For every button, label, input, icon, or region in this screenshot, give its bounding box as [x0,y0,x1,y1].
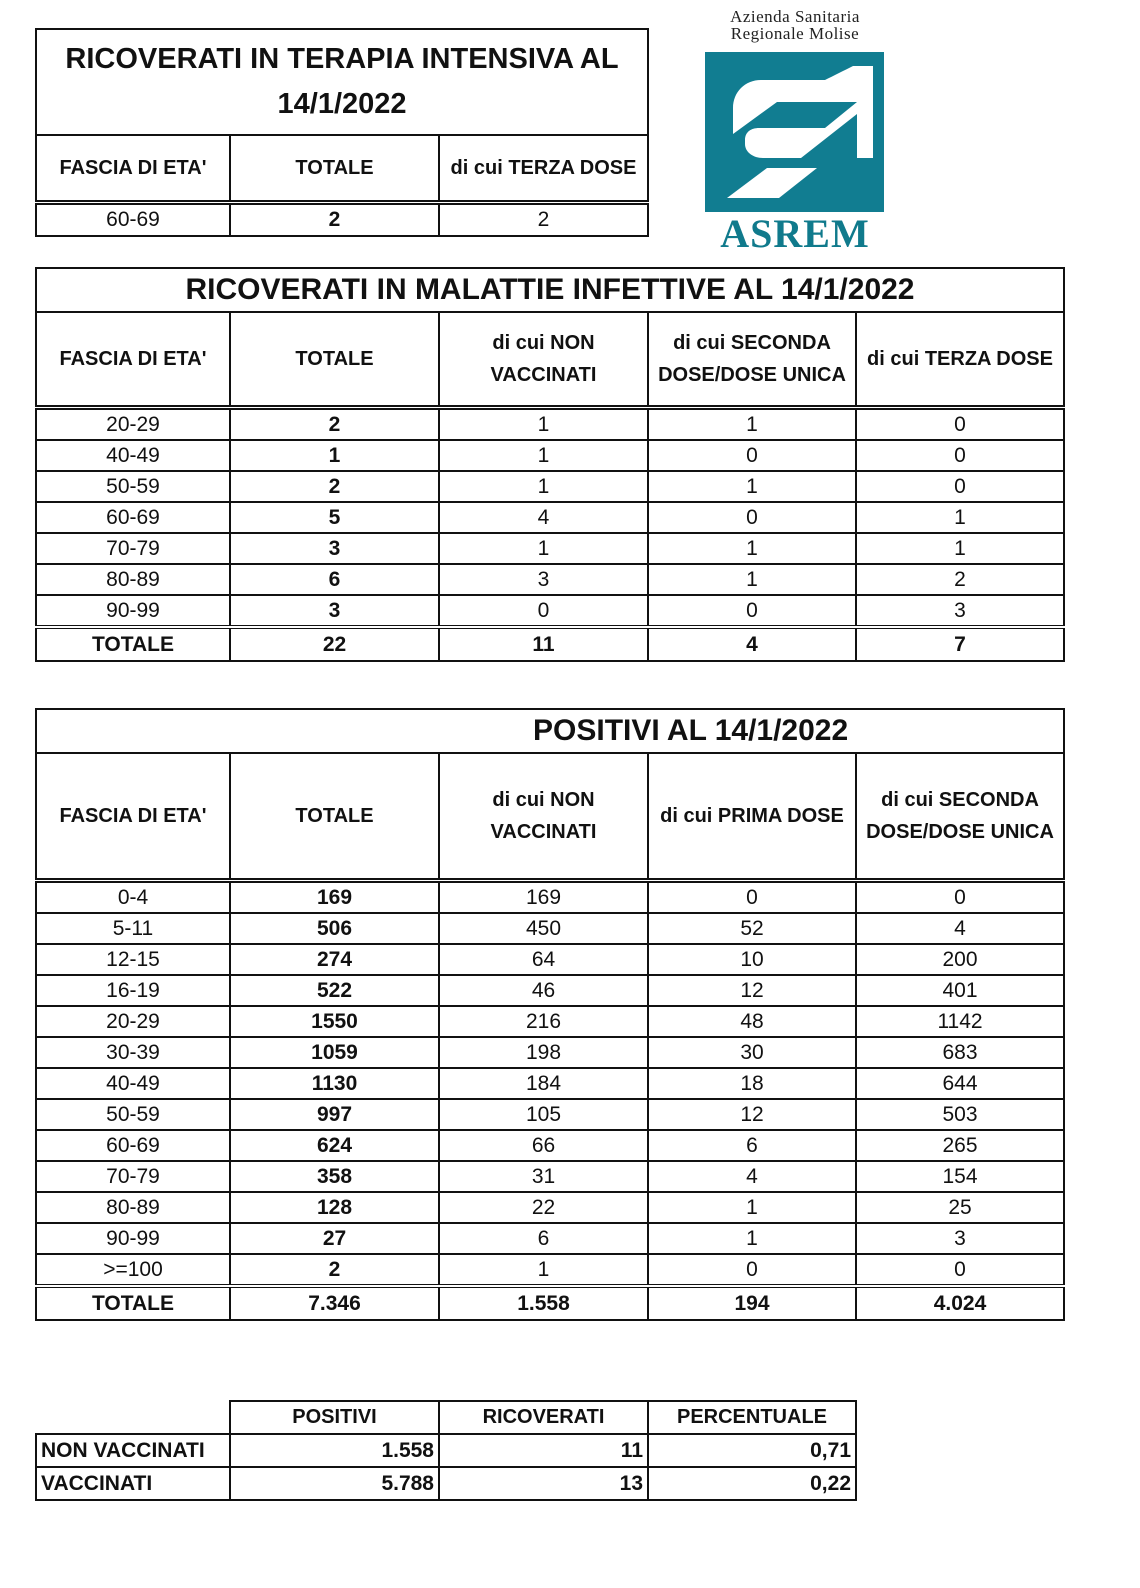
total-value-cell: 1.558 [439,1286,648,1320]
value-cell: 0 [648,881,856,914]
table-row [36,595,1064,627]
value-cell: 6 [439,1223,648,1254]
value-cell: 1130 [230,1068,439,1099]
value-cell: 2 [439,203,648,237]
table-row [36,1099,1064,1130]
age-range-cell: 60-69 [36,1130,230,1161]
value-cell: 450 [439,913,648,944]
table-row [36,533,1064,564]
value-cell: 683 [856,1037,1064,1068]
table-row [36,1006,1064,1037]
column-header: TOTALE [230,135,439,203]
value-cell: 18 [648,1068,856,1099]
age-range-cell: 90-99 [36,595,230,627]
value-cell: 1 [856,502,1064,533]
value-cell: 0 [648,502,856,533]
table-row [36,1161,1064,1192]
table-row [36,1434,856,1467]
value-cell: 503 [856,1099,1064,1130]
age-range-cell: 50-59 [36,1099,230,1130]
table-row [36,944,1064,975]
age-range-cell: >=100 [36,1254,230,1286]
table-row [36,203,648,237]
value-cell: 1 [230,440,439,471]
value-cell: 2 [230,471,439,502]
table-row [36,913,1064,944]
column-header: POSITIVI [230,1401,439,1434]
value-cell: 66 [439,1130,648,1161]
value-cell: 6 [648,1130,856,1161]
age-range-cell: 60-69 [36,203,230,237]
age-range-cell: 20-29 [36,1006,230,1037]
row-label-cell: NON VACCINATI [36,1434,230,1467]
table-row [36,502,1064,533]
table-row [36,408,1064,441]
column-header: di cui NON VACCINATI [439,753,648,881]
value-cell: 13 [439,1467,648,1500]
value-cell: 46 [439,975,648,1006]
positivi-table [35,708,1065,1321]
value-cell: 1 [856,533,1064,564]
value-cell: 274 [230,944,439,975]
value-cell: 2 [230,1254,439,1286]
value-cell: 6 [230,564,439,595]
table-row [36,975,1064,1006]
value-cell: 1059 [230,1037,439,1068]
age-range-cell: 12-15 [36,944,230,975]
value-cell: 1 [439,440,648,471]
value-cell: 1 [648,533,856,564]
malattie-infettive-body [36,408,1064,662]
age-range-cell: 90-99 [36,1223,230,1254]
column-header: PERCENTUALE [648,1401,856,1434]
value-cell: 198 [439,1037,648,1068]
value-cell: 644 [856,1068,1064,1099]
value-cell: 4 [856,913,1064,944]
value-cell: 0 [648,440,856,471]
age-range-cell: 20-29 [36,408,230,441]
column-header: RICOVERATI [439,1401,648,1434]
value-cell: 1 [648,1192,856,1223]
age-range-cell: 80-89 [36,564,230,595]
total-label-cell: TOTALE [36,627,230,661]
value-cell: 1550 [230,1006,439,1037]
value-cell: 1 [648,471,856,502]
column-header: di cui NON VACCINATI [439,312,648,408]
malattie-infettive-title: RICOVERATI IN MALATTIE INFETTIVE AL 14/1/2022 [36,268,1064,312]
value-cell: 1 [439,1254,648,1286]
value-cell: 1 [648,408,856,441]
value-cell: 25 [856,1192,1064,1223]
age-range-cell: 16-19 [36,975,230,1006]
value-cell: 522 [230,975,439,1006]
age-range-cell: 70-79 [36,533,230,564]
value-cell: 358 [230,1161,439,1192]
empty-header-cell [36,1401,230,1434]
terapia-intensiva-body [36,203,648,237]
value-cell: 0 [856,881,1064,914]
value-cell: 506 [230,913,439,944]
value-cell: 401 [856,975,1064,1006]
total-row [36,627,1064,661]
value-cell: 2 [230,408,439,441]
value-cell: 0 [648,595,856,627]
table-header-row [36,135,648,203]
value-cell: 0,71 [648,1434,856,1467]
table-row [36,1130,1064,1161]
logo-brand-text: ASREM [720,211,870,256]
malattie-infettive-table [35,267,1065,662]
total-value-cell: 7.346 [230,1286,439,1320]
column-header: di cui TERZA DOSE [856,312,1064,408]
value-cell: 2 [230,203,439,237]
logo-mark-icon [705,52,884,212]
value-cell: 105 [439,1099,648,1130]
value-cell: 128 [230,1192,439,1223]
value-cell: 27 [230,1223,439,1254]
value-cell: 0 [439,595,648,627]
column-header: TOTALE [230,312,439,408]
column-header: FASCIA DI ETA' [36,312,230,408]
column-header: di cui SECONDA DOSE/DOSE UNICA [856,753,1064,881]
value-cell: 12 [648,1099,856,1130]
value-cell: 22 [439,1192,648,1223]
value-cell: 1 [439,408,648,441]
value-cell: 3 [856,1223,1064,1254]
logo-org-line2: Regionale Molise [730,24,860,43]
riepilogo-body [36,1434,856,1500]
table-header-row [36,312,1064,408]
value-cell: 624 [230,1130,439,1161]
age-range-cell: 5-11 [36,913,230,944]
value-cell: 12 [648,975,856,1006]
value-cell: 1142 [856,1006,1064,1037]
column-header: FASCIA DI ETA' [36,135,230,203]
value-cell: 52 [648,913,856,944]
total-value-cell: 7 [856,627,1064,661]
value-cell: 0 [856,471,1064,502]
value-cell: 3 [230,595,439,627]
value-cell: 1 [439,471,648,502]
column-header: FASCIA DI ETA' [36,753,230,881]
value-cell: 1.558 [230,1434,439,1467]
riepilogo-table [35,1400,857,1501]
value-cell: 1 [648,1223,856,1254]
table-header-row [36,1401,856,1434]
total-value-cell: 4.024 [856,1286,1064,1320]
table-row [36,1467,856,1500]
table-row [36,1254,1064,1286]
asrem-logo [700,7,890,256]
age-range-cell: 50-59 [36,471,230,502]
value-cell: 30 [648,1037,856,1068]
value-cell: 0,22 [648,1467,856,1500]
value-cell: 0 [856,440,1064,471]
value-cell: 10 [648,944,856,975]
value-cell: 0 [856,1254,1064,1286]
row-label-cell: VACCINATI [36,1467,230,1500]
logo-org-line1: Azienda Sanitaria [730,7,860,26]
value-cell: 997 [230,1099,439,1130]
table-row [36,1223,1064,1254]
value-cell: 2 [856,564,1064,595]
age-range-cell: 60-69 [36,502,230,533]
age-range-cell: 40-49 [36,1068,230,1099]
column-header: di cui TERZA DOSE [439,135,648,203]
value-cell: 11 [439,1434,648,1467]
value-cell: 1 [648,564,856,595]
value-cell: 216 [439,1006,648,1037]
value-cell: 3 [856,595,1064,627]
value-cell: 3 [230,533,439,564]
terapia-intensiva-title: RICOVERATI IN TERAPIA INTENSIVA AL 14/1/2022 [36,29,648,135]
total-value-cell: 194 [648,1286,856,1320]
value-cell: 200 [856,944,1064,975]
column-header: di cui SECONDA DOSE/DOSE UNICA [648,312,856,408]
value-cell: 1 [439,533,648,564]
total-value-cell: 11 [439,627,648,661]
value-cell: 154 [856,1161,1064,1192]
table-row [36,1068,1064,1099]
column-header: di cui PRIMA DOSE [648,753,856,881]
total-row [36,1286,1064,1320]
value-cell: 4 [648,1161,856,1192]
value-cell: 31 [439,1161,648,1192]
value-cell: 3 [439,564,648,595]
table-row [36,1192,1064,1223]
positivi-body [36,881,1064,1321]
age-range-cell: 80-89 [36,1192,230,1223]
value-cell: 4 [439,502,648,533]
value-cell: 0 [648,1254,856,1286]
positivi-title: POSITIVI AL 14/1/2022 [36,709,1064,753]
value-cell: 5.788 [230,1467,439,1500]
value-cell: 169 [230,881,439,914]
total-value-cell: 4 [648,627,856,661]
value-cell: 48 [648,1006,856,1037]
table-row [36,471,1064,502]
terapia-intensiva-table [35,28,649,237]
value-cell: 5 [230,502,439,533]
age-range-cell: 40-49 [36,440,230,471]
total-value-cell: 22 [230,627,439,661]
age-range-cell: 70-79 [36,1161,230,1192]
table-row [36,881,1064,914]
table-row [36,1037,1064,1068]
age-range-cell: 30-39 [36,1037,230,1068]
value-cell: 265 [856,1130,1064,1161]
column-header: TOTALE [230,753,439,881]
value-cell: 184 [439,1068,648,1099]
value-cell: 169 [439,881,648,914]
value-cell: 64 [439,944,648,975]
total-label-cell: TOTALE [36,1286,230,1320]
value-cell: 0 [856,408,1064,441]
table-row [36,564,1064,595]
table-header-row [36,753,1064,881]
age-range-cell: 0-4 [36,881,230,914]
table-row [36,440,1064,471]
